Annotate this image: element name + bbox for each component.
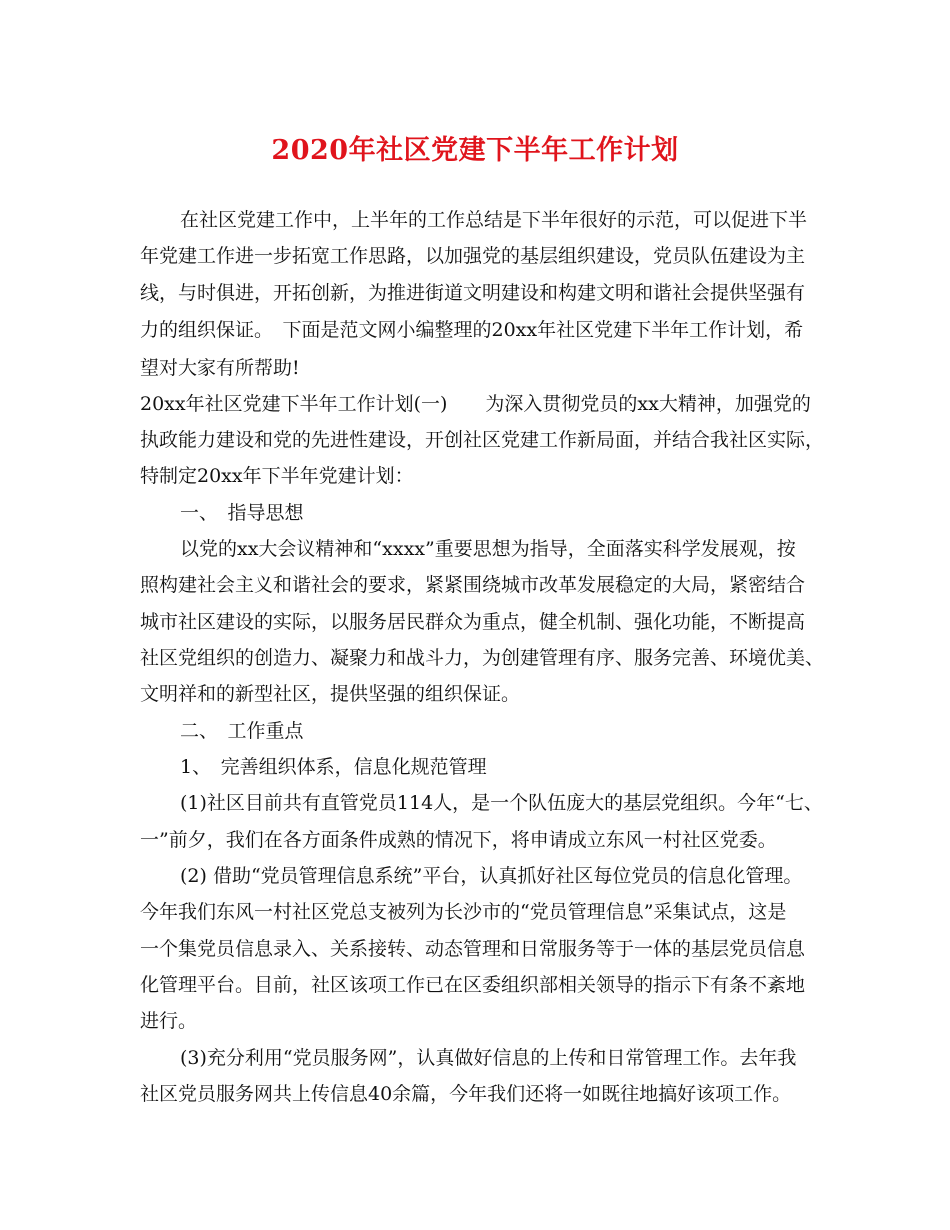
paragraph-guiding-line-3: 城市社区建设的实际，以服务居民群众为重点，健全机制、强化功能，不断提高 <box>140 611 806 633</box>
paragraph-plan-one-line-3: 特制定20xx年下半年党建计划： <box>140 465 414 487</box>
item-1-line-1: (1)社区目前共有直管党员114人，是一个队伍庞大的基层党组织。今年“七、 <box>180 792 823 814</box>
section-heading-guiding-thought: 一、 指导思想 <box>180 502 304 524</box>
paragraph-intro-line-3: 线，与时俱进，开拓创新，为推进街道文明建设和构建文明和谐社会提供坚强有 <box>140 282 806 304</box>
paragraph-guiding-line-1: 以党的xx大会议精神和“xxxx”重要思想为指导，全面落实科学发展观，按 <box>180 538 796 560</box>
paragraph-intro-line-1: 在社区党建工作中，上半年的工作总结是下半年很好的示范，可以促进下半 <box>180 209 808 231</box>
item-2-line-2: 今年我们东风一村社区党总支被列为长沙市的“党员管理信息”采集试点，这是 <box>140 901 787 923</box>
paragraph-intro-line-5: 望对大家有所帮助! <box>140 357 300 379</box>
item-1-line-2: 一”前夕，我们在各方面条件成熟的情况下，将申请成立东风一村社区党委。 <box>140 829 777 851</box>
paragraph-intro-line-4: 力的组织保证。 下面是范文网小编整理的20xx年社区党建下半年工作计划，希 <box>140 319 804 341</box>
section-heading-work-focus: 二、 工作重点 <box>180 720 304 742</box>
paragraph-intro-line-2: 年党建工作进一步拓宽工作思路，以加强党的基层组织建设，党员队伍建设为主 <box>140 245 806 267</box>
item-2-line-4: 化管理平台。目前，社区该项工作已在区委组织部相关领导的指示下有条不紊地 <box>140 974 806 996</box>
paragraph-plan-one-line-1: 20xx年社区党建下半年工作计划(一) 为深入贯彻党员的xx大精神，加强党的 <box>140 393 811 415</box>
item-3-line-1: (3)充分利用“党员服务网”，认真做好信息的上传和日常管理工作。去年我 <box>180 1047 797 1069</box>
paragraph-guiding-line-4: 社区党组织的创造力、凝聚力和战斗力，为创建管理有序、服务完善、环境优美、 <box>140 647 825 669</box>
item-2-line-5: 进行。 <box>140 1010 198 1032</box>
subsection-heading-organization: 1、 完善组织体系，信息化规范管理 <box>180 756 487 778</box>
paragraph-plan-one-line-2: 执政能力建设和党的先进性建设，开创社区党建工作新局面，并结合我社区实际， <box>140 429 825 451</box>
page-title: 2020年社区党建下半年工作计划 <box>271 135 679 166</box>
paragraph-guiding-line-2: 照构建社会主义和谐社会的要求，紧紧围绕城市改革发展稳定的大局，紧密结合 <box>140 574 806 596</box>
item-2-line-3: 一个集党员信息录入、关系接转、动态管理和日常服务等于一体的基层党员信息 <box>140 938 806 960</box>
item-3-line-2: 社区党员服务网共上传信息40余篇，今年我们还将一如既往地搞好该项工作。 <box>140 1083 792 1105</box>
item-2-line-1: (2) 借助“党员管理信息系统”平台，认真抓好社区每位党员的信息化管理。 <box>180 865 803 887</box>
paragraph-guiding-line-5: 文明祥和的新型社区，提供坚强的组织保证。 <box>140 683 521 705</box>
